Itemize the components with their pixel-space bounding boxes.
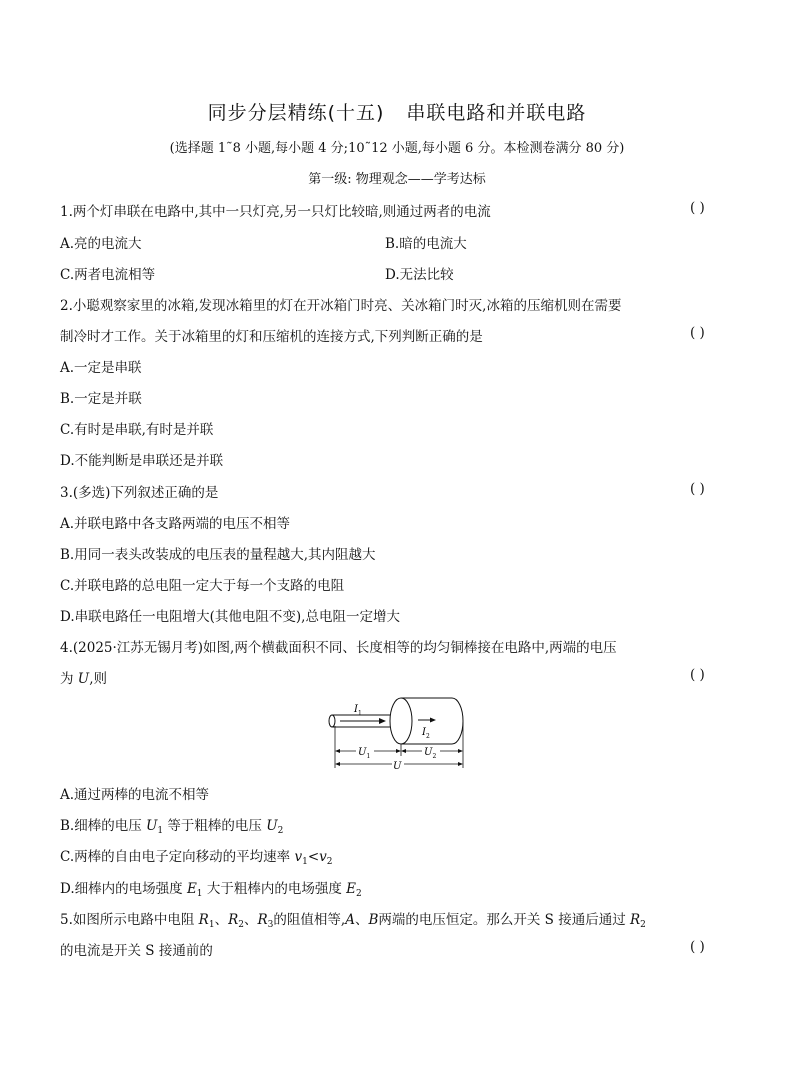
q3-option-a: A.并联电路中各支路两端的电压不相等 [60, 516, 291, 532]
label-i1: $I_1$ [354, 704, 362, 717]
q4-option-b: B.细棒的电压 $U_1$ 等于粗棒的电压 $U_2$ [60, 818, 284, 836]
q1-option-a: A.亮的电流大 [60, 236, 142, 252]
current-arrow-i2 [418, 718, 436, 723]
q4-stem-line1: 4.(2025·江苏无锡月考)如图,两个横截面积不同、长度相等的均匀铜棒接在电路中,两端的电压 [60, 640, 617, 656]
q2-option-c: C.有时是串联,有时是并联 [60, 422, 214, 438]
label-u1: $U_1$ [358, 747, 371, 760]
q3-option-b: B.用同一表头改装成的电压表的量程越大,其内阻越大 [60, 547, 376, 563]
current-arrow-i1 [340, 718, 386, 724]
q1-answer-blank[interactable]: ( ) [690, 200, 705, 216]
label-u: U [393, 761, 402, 771]
q4-option-a: A.通过两棒的电流不相等 [60, 787, 210, 803]
q2-option-b: B.一定是并联 [60, 391, 142, 407]
q4-option-d: D.细棒内的电场强度 $E_1$ 大于粗棒内的电场强度 $E_2$ [60, 881, 362, 899]
label-u2: $U_2$ [424, 747, 437, 760]
q3-answer-blank[interactable]: ( ) [690, 481, 705, 497]
q4-answer-blank[interactable]: ( ) [690, 667, 705, 683]
q1-option-d: D.无法比较 [385, 267, 454, 283]
q4-option-c: C.两棒的自由电子定向移动的平均速率 $v_1<v_2$ [60, 849, 333, 867]
q3-option-d: D.串联电路任一电阻增大(其他电阻不变),总电阻一定增大 [60, 609, 400, 625]
q3-stem: 3.(多选)下列叙述正确的是 [60, 485, 219, 501]
title-main: 同步分层精练(十五) [207, 102, 385, 124]
q3-option-c: C.并联电路的总电阻一定大于每一个支路的电阻 [60, 578, 345, 594]
q4-figure-copper-rods [326, 696, 476, 771]
exam-instructions: (选择题 1˜8 小题,每小题 4 分;10˜12 小题,每小题 6 分。本检测卷满分 80 分) [169, 141, 625, 156]
section-heading: 第一级: 物理观念——学考达标 [308, 172, 486, 187]
q2-answer-blank[interactable]: ( ) [690, 325, 705, 341]
page-title [0, 98, 794, 125]
q2-stem-line2: 制冷时才工作。关于冰箱里的灯和压缩机的连接方式,下列判断正确的是 [60, 329, 483, 345]
title-topic: 串联电路和并联电路 [406, 102, 587, 124]
q1-option-b: B.暗的电流大 [385, 236, 467, 252]
q2-stem-line1: 2.小聪观察家里的冰箱,发现冰箱里的灯在开冰箱门时亮、关冰箱门时灭,冰箱的压缩机则在需要 [60, 298, 622, 314]
q1-stem: 1.两个灯串联在电路中,其中一只灯亮,另一只灯比较暗,则通过两者的电流 [60, 204, 491, 220]
q2-option-a: A.一定是串联 [60, 360, 142, 376]
q2-option-d: D.不能判断是串联还是并联 [60, 453, 224, 469]
q5-stem-line1: 5.如图所示电路中电阻 $R_1$、$R_2$、$R_3$的阻值相等,A、B两端的电压恒定。那么开关 S 接通后通过 $R_2$ [60, 912, 646, 930]
q5-stem-line2: 的电流是开关 S 接通前的 [60, 943, 213, 959]
q4-stem-line2: 为 U,则 [60, 671, 107, 687]
q1-option-c: C.两者电流相等 [60, 267, 156, 283]
label-i2: $I_2$ [422, 727, 430, 740]
q5-answer-blank[interactable]: ( ) [690, 939, 705, 955]
